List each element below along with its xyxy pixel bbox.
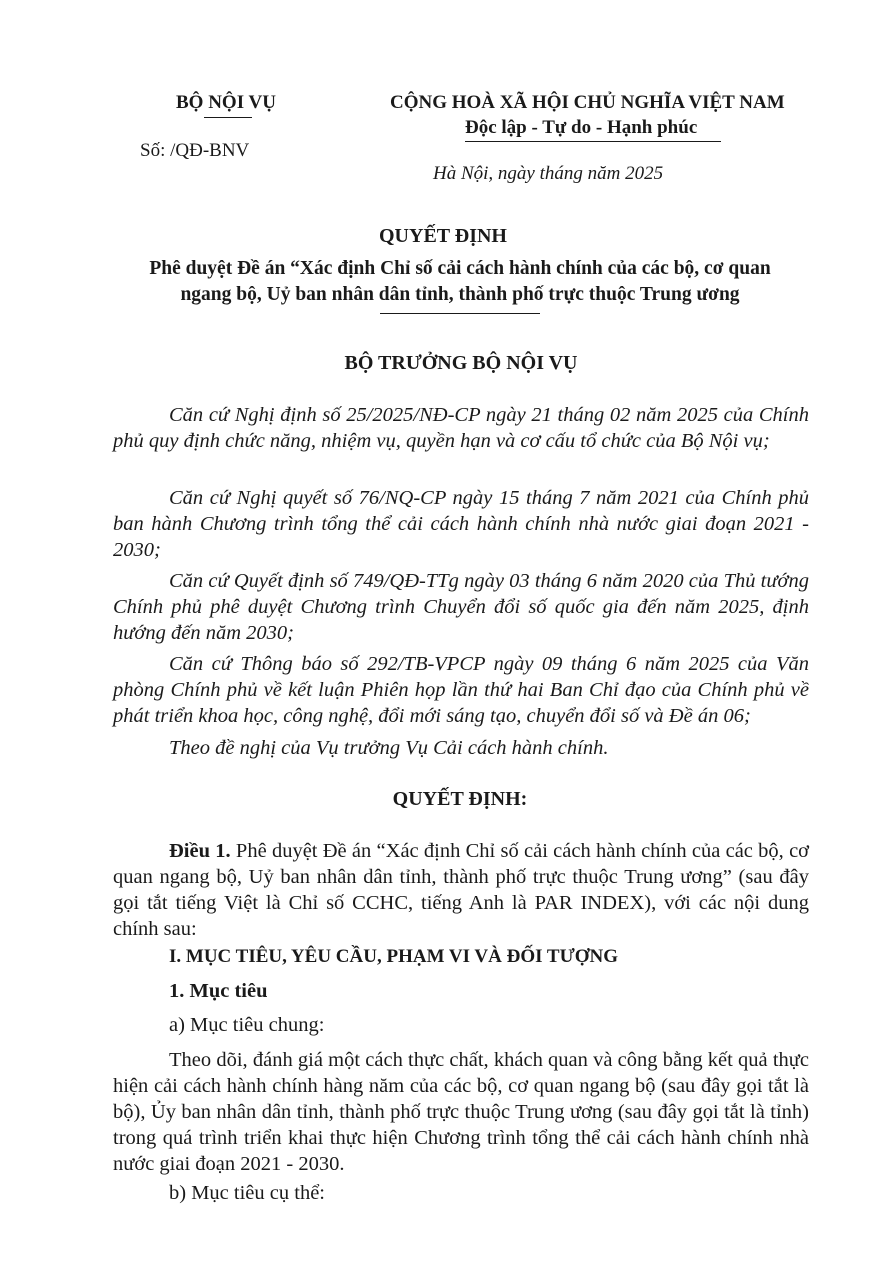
article-1-text: Phê duyệt Đề án “Xác định Chỉ số cải cách hành chính của các bộ, cơ quan ngang bộ, Uỷ ban nhân dân tỉnh, thành phố trực thuộc Trung ương” (sau đây gọi tắt tiếng Việt là Chỉ số CCHC, tiếng Anh là PAR INDEX), với các nội dung chính sau:	[113, 840, 810, 940]
document-title: QUYẾT ĐỊNH	[379, 225, 507, 247]
national-name: CỘNG HOÀ XÃ HỘI CHỦ NGHĨA VIỆT NAM	[390, 92, 785, 113]
issuing-agency: BỘ NỘI VỤ	[176, 92, 276, 113]
subsection-heading: 1. Mục tiêu	[169, 980, 268, 1002]
agency-underline	[204, 117, 252, 118]
legal-basis-1: Căn cứ Nghị định số 25/2025/NĐ-CP ngày 21 tháng 02 năm 2025 của Chính phủ quy định chức năng, nhiệm vụ, quyền hạn và cơ cấu tổ chức của Bộ Nội vụ;	[113, 404, 809, 452]
title-underline	[380, 313, 540, 314]
decision-heading: QUYẾT ĐỊNH:	[392, 788, 528, 810]
legal-basis-4: Căn cứ Thông báo số 292/TB-VPCP ngày 09 tháng 6 năm 2025 của Văn phòng Chính phủ về kết luận Phiên họp lần thứ hai Ban Chỉ đạo của Chính phủ về phát triển khoa học, công nghệ, đổi mới sáng tạo, chuyển đổi số và Đề án 06;	[113, 653, 809, 727]
title-subtitle-line1: Phê duyệt Đề án “Xác định Chỉ số cải cách hành chính của các bộ, cơ quan	[149, 258, 771, 279]
legal-basis-2: Căn cứ Nghị quyết số 76/NQ-CP ngày 15 tháng 7 năm 2021 của Chính phủ ban hành Chương trình tổng thể cải cách hành chính nhà nước giai đoạn 2021 - 2030;	[113, 487, 809, 561]
item-b-label: b) Mục tiêu cụ thể:	[169, 1182, 325, 1204]
legal-basis-3: Căn cứ Quyết định số 749/QĐ-TTg ngày 03 tháng 6 năm 2020 của Thủ tướng Chính phủ phê duyệt Chương trình Chuyển đổi số quốc gia đến năm 2025, định hướng đến năm 2030;	[113, 570, 809, 644]
motto-underline	[465, 141, 721, 142]
national-motto: Độc lập - Tự do - Hạnh phúc	[465, 117, 698, 138]
title-subtitle-line2: ngang bộ, Uỷ ban nhân dân tỉnh, thành phố trực thuộc Trung ương	[180, 284, 740, 305]
issuing-authority: BỘ TRƯỞNG BỘ NỘI VỤ	[344, 352, 578, 374]
proposal-basis: Theo đề nghị của Vụ trưởng Vụ Cải cách hành chính.	[169, 737, 609, 759]
document-number: Số: /QĐ-BNV	[140, 140, 250, 161]
section-heading: I. MỤC TIÊU, YÊU CẦU, PHẠM VI VÀ ĐỐI TƯỢNG	[169, 946, 618, 967]
date-line: Hà Nội, ngày tháng năm 2025	[433, 163, 664, 184]
article-1-label: Điều 1.	[169, 840, 231, 862]
article-1	[113, 838, 809, 942]
item-a-label: a) Mục tiêu chung:	[169, 1014, 325, 1036]
item-a-paragraph: Theo dõi, đánh giá một cách thực chất, khách quan và công bằng kết quả thực hiện cải cách hành chính hàng năm của các bộ, cơ quan ngang bộ (sau đây gọi tắt là bộ), Ủy ban nhân dân tỉnh, thành phố trực thuộc Trung ương (sau đây gọi tắt là tỉnh) trong quá trình triển khai thực hiện Chương trình tổng thể cải cách hành chính nhà nước giai đoạn 2021 - 2030.	[113, 1049, 809, 1175]
